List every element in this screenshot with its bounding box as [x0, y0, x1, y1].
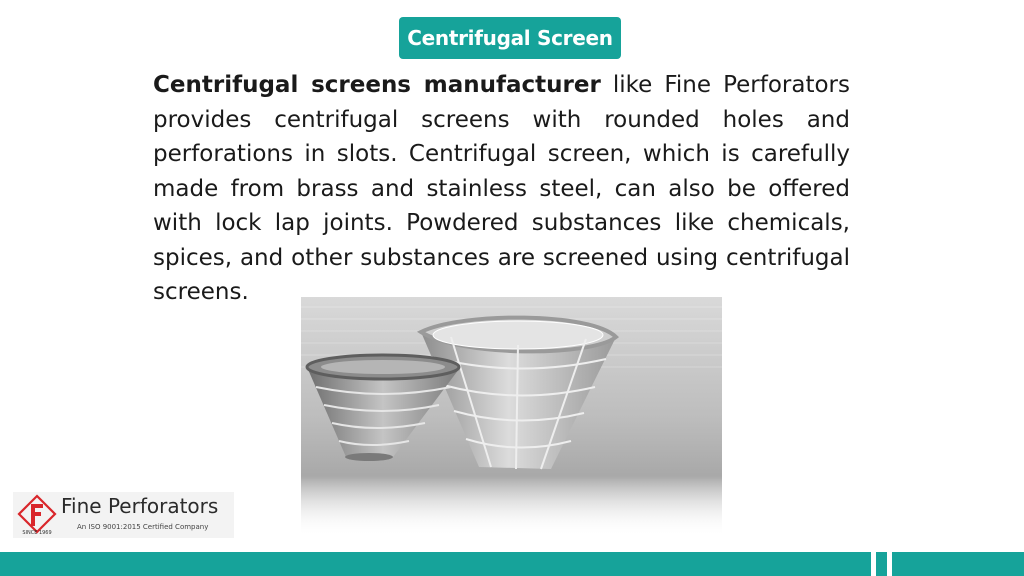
centrifugal-screens-photo [301, 297, 722, 537]
footer-divider [887, 552, 892, 576]
logo-since: SINCE 1969 [22, 530, 52, 536]
page-title: Centrifugal Screen [399, 17, 621, 59]
company-logo [13, 492, 234, 538]
description-paragraph [153, 68, 850, 310]
logo-tagline: An ISO 9001:2015 Certified Company [77, 523, 209, 531]
logo-name: Fine Perforators [61, 494, 219, 518]
footer-divider [871, 552, 876, 576]
paragraph-text: like Fine Perforators provides centrifugal screens with rounded holes and perforations in slots. Centrifugal screen, which is carefully made from brass and stainless steel, can also be offered with lock lap joints. Powdered substances like chemicals, spices, and other substances are screened using centrifugal screens. [153, 72, 850, 305]
fine-perforators-logo-icon [17, 494, 57, 534]
lead-bold-text: Centrifugal screens manufacturer [153, 72, 601, 98]
